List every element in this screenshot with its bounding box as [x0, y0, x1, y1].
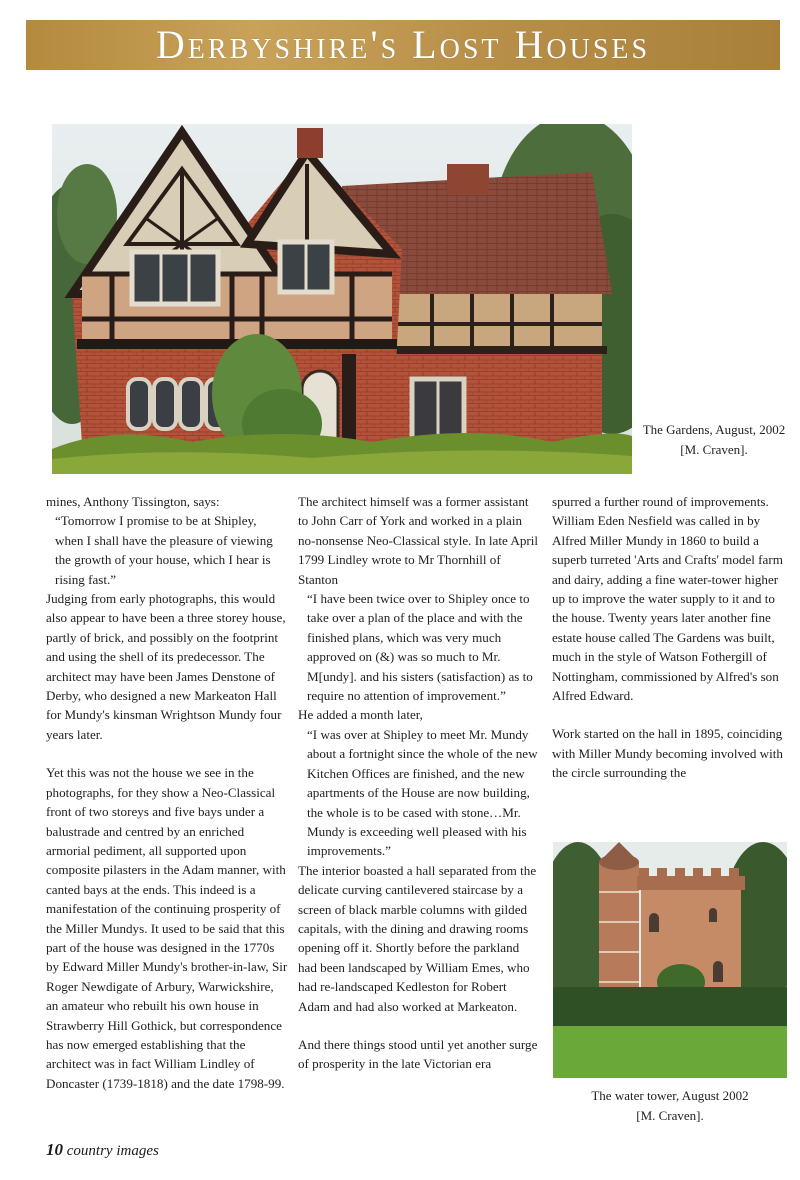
page-number: 10 — [46, 1140, 63, 1159]
caption-credit: [M. Craven]. — [680, 442, 748, 457]
page-footer — [46, 1140, 159, 1160]
paragraph: The architect himself was a former assistant to John Carr of York and worked in a plain no-nonsense Neo-Classical style. In late April 1799 Lindley wrote to Mr Thornhill of Stanton — [298, 494, 538, 587]
tower-photo-caption — [553, 1086, 787, 1126]
paragraph: mines, Anthony Tissington, says: — [46, 494, 220, 509]
caption-line: The water tower, August 2002 — [591, 1088, 749, 1103]
paragraph: Yet this was not the house we see in the photographs, for they show a Neo-Classical front of two storeys and five bays under a balustrade and centred by an enriched armorial pediment, all supported upon composite pilasters in the Adam manner, with canted bays at the ends. This indeed is a manifestation of the continuing prosperity of the Miller Mundys. It used to be said that this part of the house was designed in the 1770s by Edward Miller Mundy's brother-in-law, Sir Roger Newdigate of Arbury, Warwickshire, an amateur who rebuilt his own house in Strawberry Hill Gothick, but correspondence has now emerged establishing that the architect was in fact William Lindley of Doncaster (1739-1818) and the date 1798-99. — [46, 765, 288, 1091]
header-banner — [26, 20, 780, 70]
quotation: “I have been twice over to Shipley once to take over a plan of the place and with the finished plans, which was very much approved on (&) was so much to Mr. M[undy]. and his sisters (satisfaction) as to require no attention of improvement.” — [307, 591, 533, 704]
paragraph: Judging from early photographs, this would also appear to have been a three storey house, partly of brick, and possibly on the footprint and using the shell of its predecessor. The architect may have been James Denstone of Derby, who designed a new Markeaton Hall for Mundy's kinsman Wrightson Mundy four years later. — [46, 591, 286, 742]
caption-credit: [M. Craven]. — [636, 1108, 704, 1123]
paragraph: And there things stood until yet another surge of prosperity in the late Victorian era — [298, 1036, 538, 1072]
main-photo-caption — [634, 420, 794, 460]
caption-line: The Gardens, August, 2002 — [642, 422, 786, 437]
paragraph: Work started on the hall in 1895, coinciding with Miller Mundy becoming involved with the circle surrounding the — [552, 726, 783, 781]
quotation: “Tomorrow I promise to be at Shipley, when I shall have the pleasure of viewing the growth of your house, which I hear is rising fast.” — [55, 513, 273, 587]
paragraph: The interior boasted a hall separated from the delicate curving cantilevered staircase by a screen of black marble columns with gilded capitals, with the dining and drawing rooms opening off it. Shortly before the parkland had been landscaped by William Emes, who had re-landscaped Kedleston for Robert Adam and had also worked at Markeaton. — [298, 862, 537, 1014]
house-photo — [52, 124, 632, 474]
magazine-name: country images — [66, 1143, 159, 1159]
paragraph: spurred a further round of improvements. William Eden Nesfield was called in by Alfred Miller Mundy in 1860 to build a superb turreted 'Arts and Crafts' model farm and dairy, adding a fine water-tower higher up to improve the water supply to it and to the house. Twenty years later another fine estate house called The Gardens was built, much in the style of Watson Fothergill of Nottingham, commissioned by Alfred's son Alfred Edward. — [552, 494, 783, 704]
text-column-1 — [46, 492, 288, 1093]
water-tower-photo — [553, 842, 787, 1078]
quotation: “I was over at Shipley to meet Mr. Mundy about a fortnight since the whole of the new Kitchen Offices are finished, and the new apartments of the House are now building, the whole is to be cased with stone…Mr. Mundy is exceeding well pleased with his improvements.” — [307, 726, 538, 859]
text-column-2 — [298, 492, 540, 1074]
text-column-3 — [552, 492, 790, 783]
paragraph: He added a month later, — [298, 707, 423, 723]
page-title: Derbyshire's Lost Houses — [155, 22, 651, 67]
